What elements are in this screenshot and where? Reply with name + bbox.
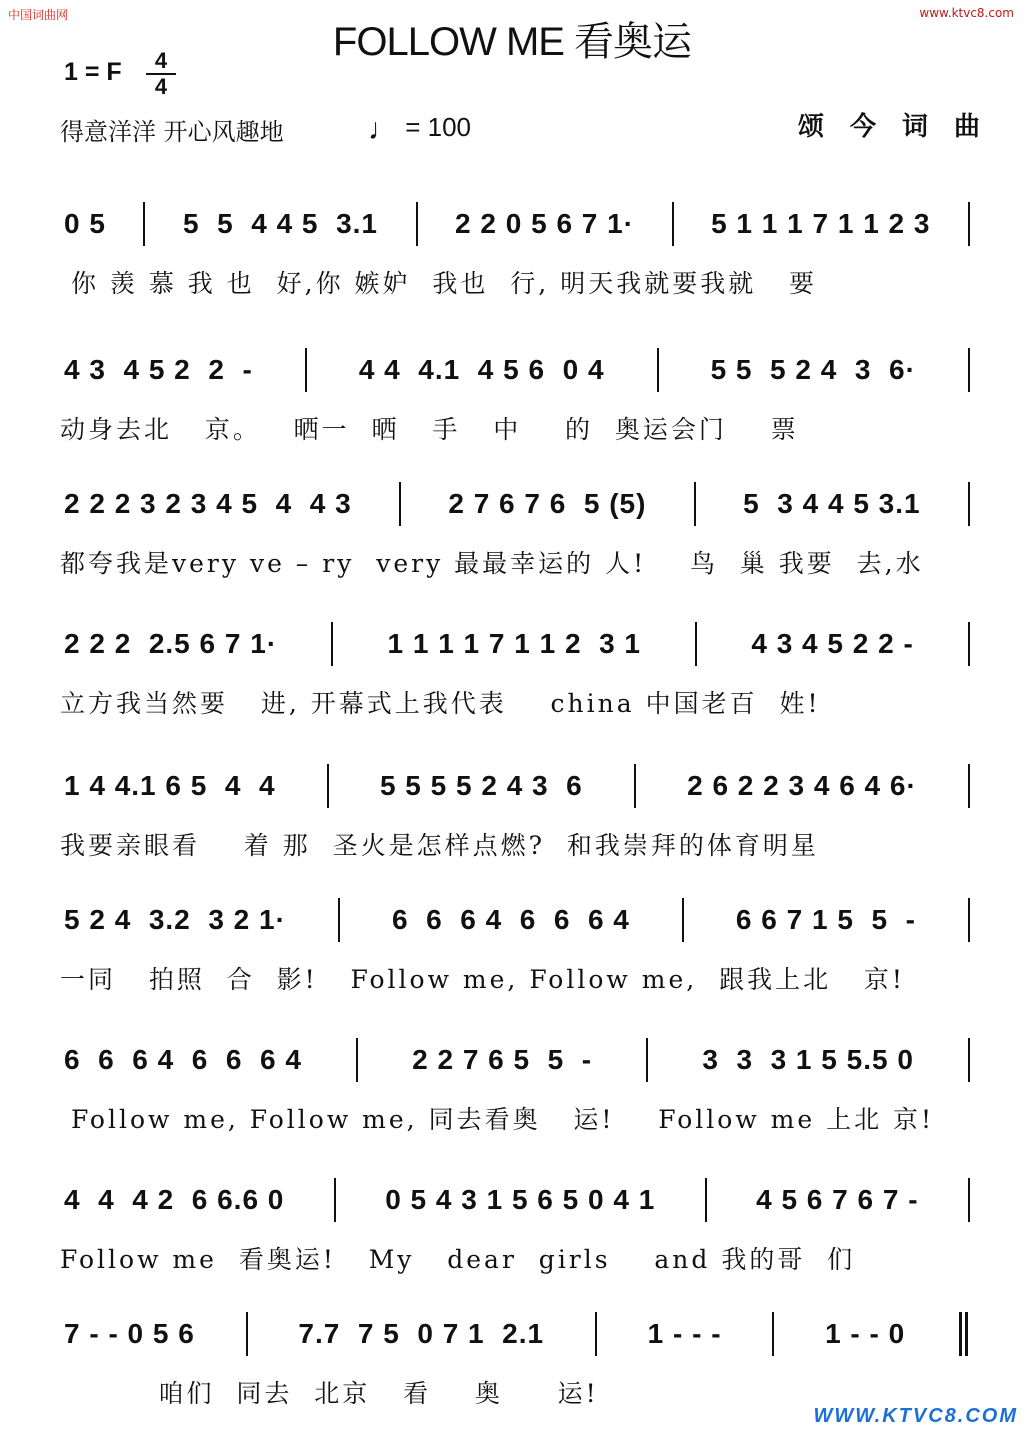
barline [657, 348, 659, 392]
measure: 2 2 2 2.5 6 7 1· [64, 628, 278, 659]
barline [694, 482, 696, 526]
barline [338, 898, 340, 942]
measure: 2 2 2 3 2 3 4 5 4 4 3 [64, 488, 352, 519]
song-title: FOLLOW ME 看奥运 [332, 20, 692, 64]
measure: 1 4 4.1 6 5 4 4 [64, 770, 276, 801]
measure: 1 1 1 1 7 1 1 2 3 1 [387, 628, 641, 659]
barline [968, 1038, 970, 1082]
lyric-line: 一同 拍照 合 影! Follow me, Follow me, 跟我上北 京! [60, 965, 905, 994]
measure: 6 6 6 4 6 6 6 4 [391, 904, 630, 935]
notation-line [60, 898, 970, 942]
barline [334, 1178, 336, 1222]
lyric-line: Follow me 看奥运! My dear girls and 我的哥 们 [60, 1245, 856, 1274]
measure: 3 3 3 1 5 5.5 0 [702, 1044, 914, 1075]
measure: 7 - - 0 5 6 [64, 1318, 195, 1349]
watermark-left: 中国词曲网 [8, 8, 69, 22]
barline [331, 622, 333, 666]
quarter-note-icon: ♩ [368, 113, 398, 146]
measure: 7.7 7 5 0 7 1 2.1 [298, 1318, 545, 1349]
tempo-marking [368, 112, 471, 147]
barline [246, 1312, 248, 1356]
barline [968, 1178, 970, 1222]
measure: 1 - - 0 [825, 1318, 906, 1349]
measure: 4 3 4 5 2 2 - [751, 628, 914, 659]
watermark-footer: WWW.KTVC8.COM [813, 1405, 1018, 1427]
barline [305, 348, 307, 392]
barline [634, 764, 636, 808]
measure: 5 1 1 1 7 1 1 2 3 [711, 208, 931, 239]
barline [143, 202, 145, 246]
time-signature [146, 50, 176, 98]
measure: 4 3 4 5 2 2 - [64, 354, 253, 385]
barline [646, 1038, 648, 1082]
measure: 2 7 6 7 6 5 (5) [448, 488, 647, 519]
barline [705, 1178, 707, 1222]
barline [695, 622, 697, 666]
notation-line [60, 1038, 970, 1082]
barline [968, 622, 970, 666]
barline [968, 202, 970, 246]
measure: 6 6 7 1 5 5 - [735, 904, 916, 935]
expression-marking: 得意洋洋 开心风趣地 [60, 118, 284, 146]
notation-line [60, 1178, 970, 1222]
measure: 4 5 6 7 6 7 - [756, 1184, 919, 1215]
notation-line [60, 202, 970, 246]
measure: 5 2 4 3.2 3 2 1· [64, 904, 286, 935]
key-signature: 1 = F [64, 58, 122, 86]
notation-line [60, 348, 970, 392]
measure: 5 5 4 4 5 3.1 [182, 208, 378, 239]
measure: 1 - - - [647, 1318, 722, 1349]
barline [356, 1038, 358, 1082]
barline [682, 898, 684, 942]
barline [772, 1312, 774, 1356]
barline [968, 348, 970, 392]
lyric-line: 你 羡 慕 我 也 好,你 嫉妒 我也 行, 明天我就要我就 要 [60, 269, 818, 298]
notation-line [60, 1312, 970, 1356]
time-signature-top: 4 [154, 48, 168, 73]
notation-line [60, 764, 970, 808]
measure: 0 5 4 3 1 5 6 5 0 4 1 [385, 1184, 656, 1215]
measure: 0 5 [64, 208, 106, 239]
measure: 2 2 7 6 5 5 - [412, 1044, 593, 1075]
lyric-line: 我要亲眼看 着 那 圣火是怎样点燃? 和我崇拜的体育明星 [60, 831, 819, 860]
measure: 6 6 6 4 6 6 6 4 [64, 1044, 302, 1075]
lyric-line: 立方我当然要 进, 开幕式上我代表 china 中国老百 姓! [60, 689, 821, 718]
barline [416, 202, 418, 246]
measure: 2 6 2 2 3 4 6 4 6· [687, 770, 917, 801]
measure: 5 5 5 2 4 3 6· [710, 354, 916, 385]
barline [968, 764, 970, 808]
barline [399, 482, 401, 526]
lyric-line: Follow me, Follow me, 同去看奥 运! Follow me 上北 京! [60, 1105, 935, 1134]
watermark-right: www.ktvc8.com [919, 6, 1014, 20]
barline [968, 898, 970, 942]
barline [595, 1312, 597, 1356]
time-signature-bottom: 4 [154, 74, 168, 99]
lyric-line: 咱们 同去 北京 看 奥 运! [60, 1379, 599, 1408]
lyric-line: 动身去北 京。 晒一 晒 手 中 的 奥运会门 票 [60, 415, 799, 444]
lyric-line: 都夸我是very ve – ry very 最最幸运的 人! 鸟 巢 我要 去,水 [60, 549, 924, 578]
barline [672, 202, 674, 246]
measure: 4 4 4 2 6 6.6 0 [64, 1184, 285, 1215]
notation-line [60, 482, 970, 526]
measure: 2 2 0 5 6 7 1· [455, 208, 635, 239]
measure: 5 3 4 4 5 3.1 [743, 488, 921, 519]
final-barline [959, 1312, 962, 1356]
tempo-value: = 100 [405, 112, 472, 142]
composer-credit: 颂今词曲 [798, 112, 1007, 142]
barline [327, 764, 329, 808]
measure: 5 5 5 5 2 4 3 6 [379, 770, 583, 801]
notation-line [60, 622, 970, 666]
measure: 4 4 4.1 4 5 6 0 4 [358, 354, 605, 385]
barline [968, 482, 970, 526]
